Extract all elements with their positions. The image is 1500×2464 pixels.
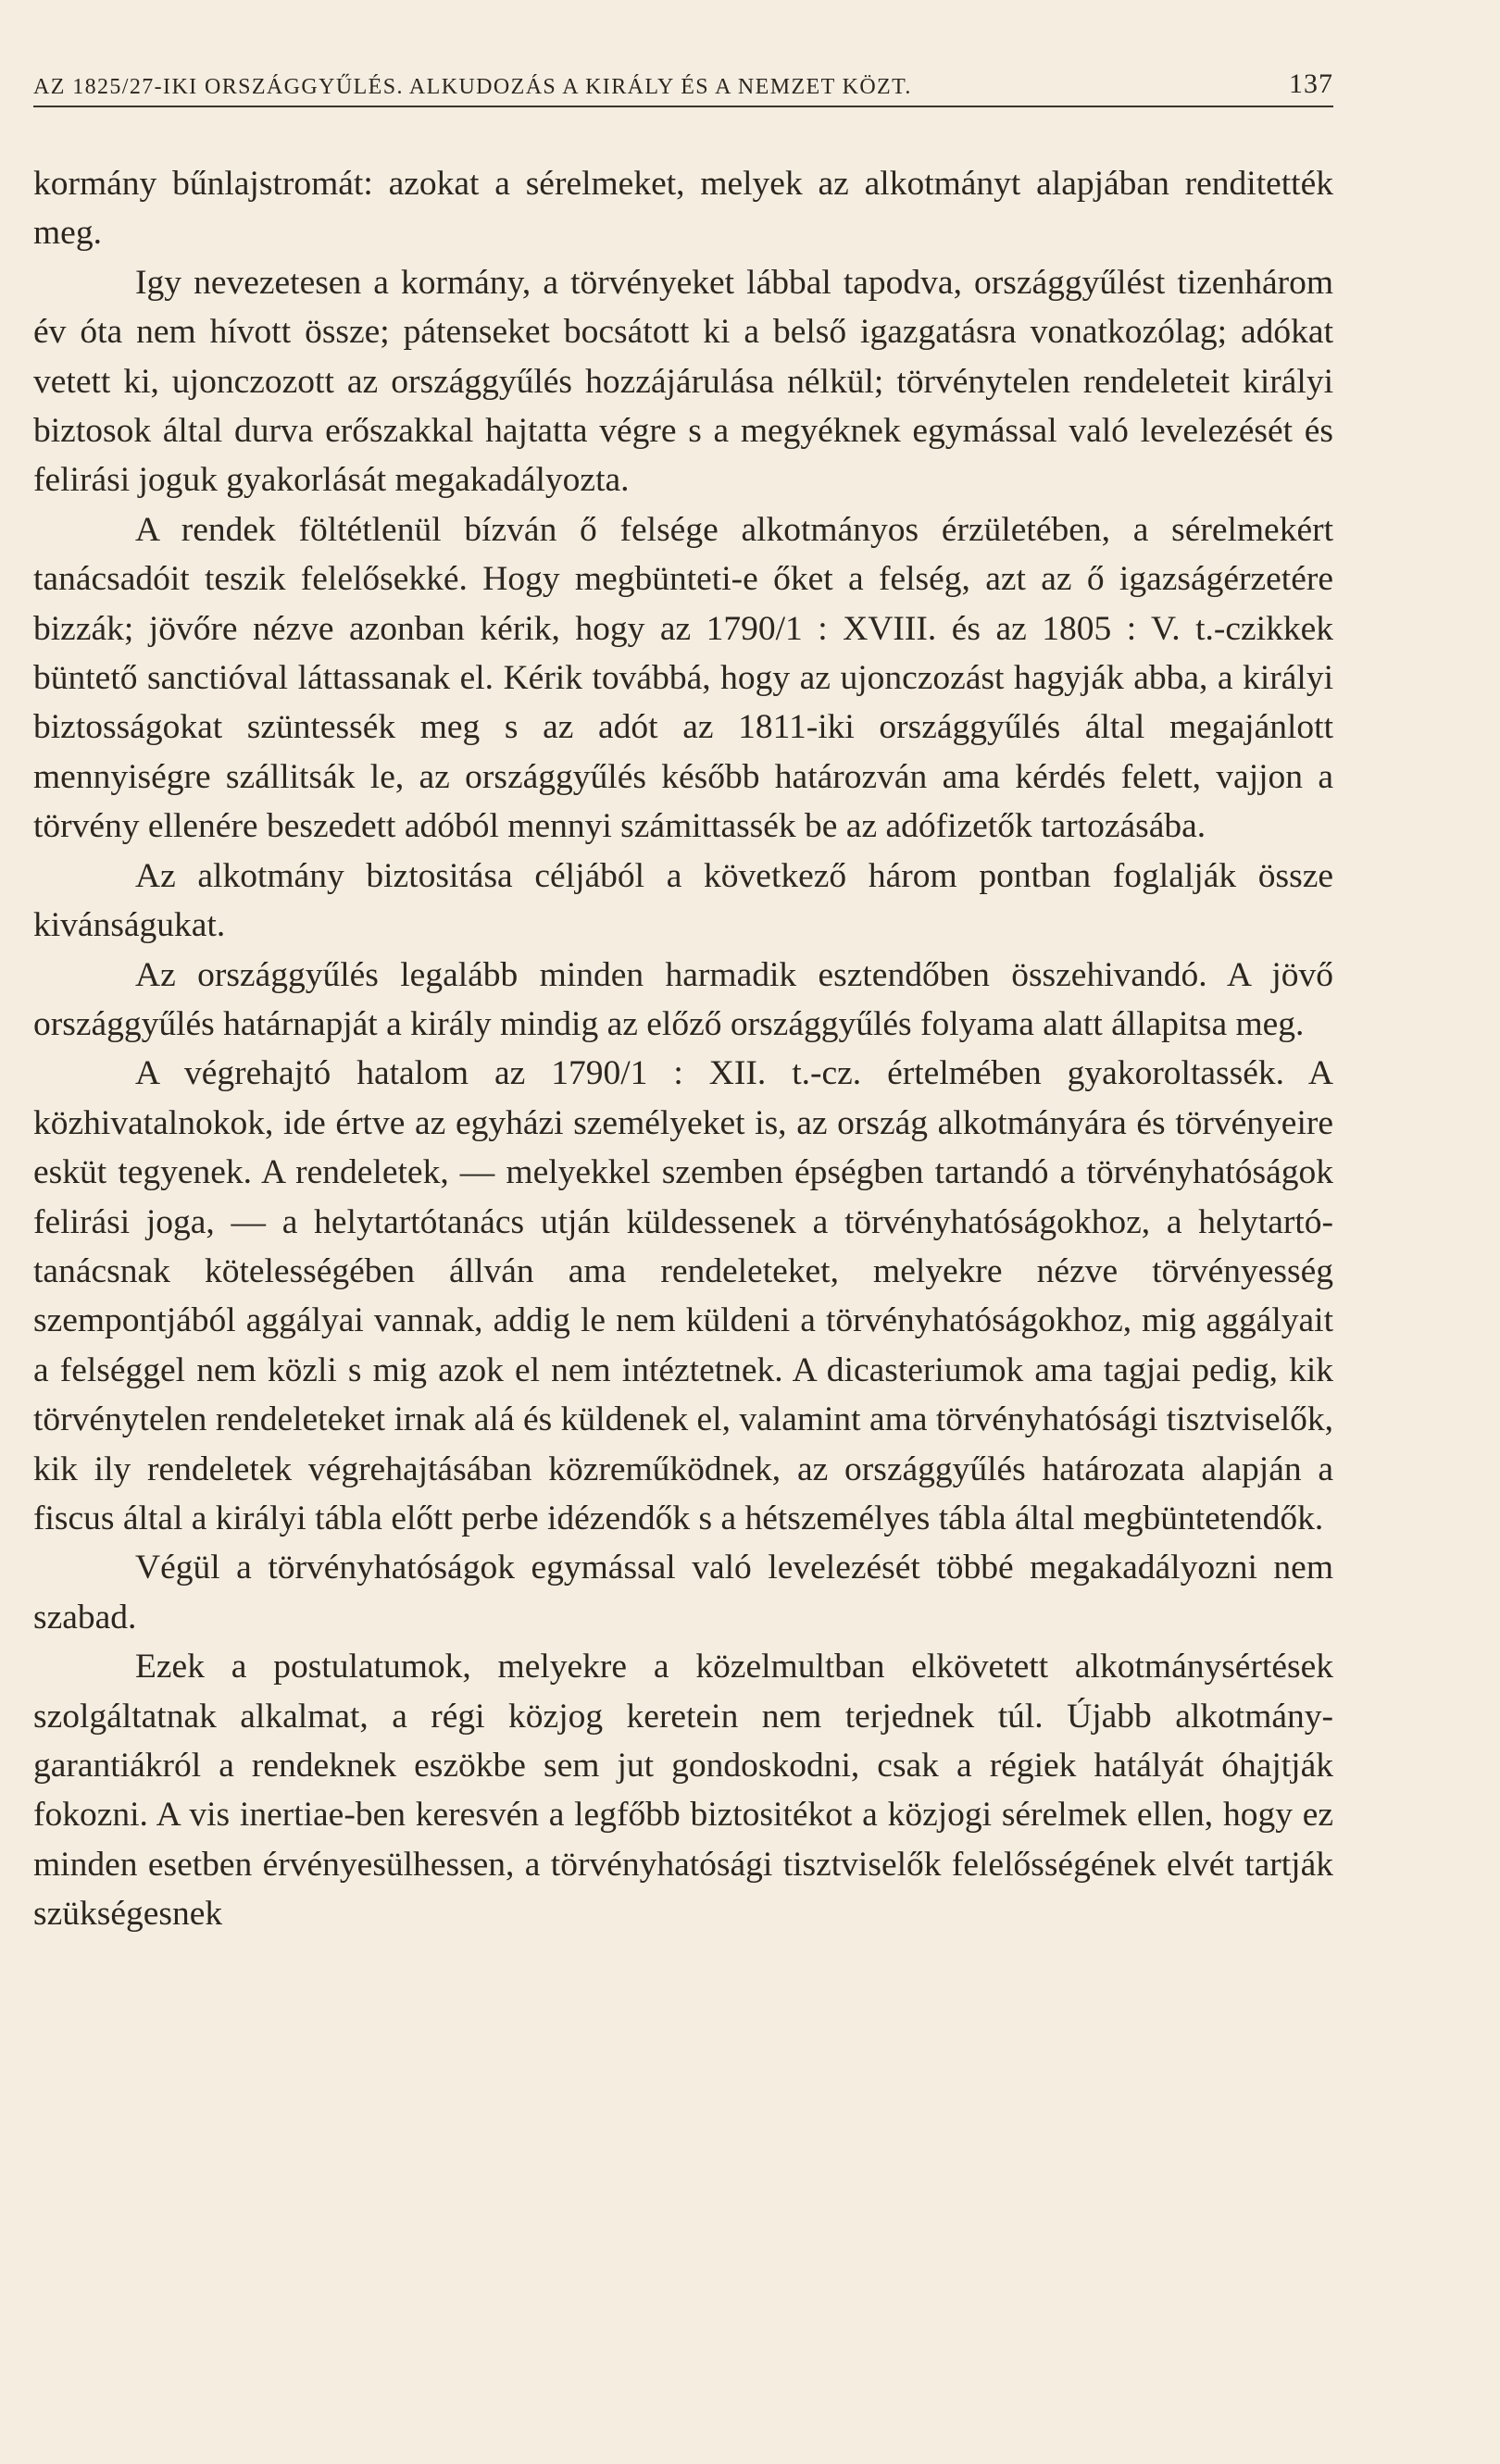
running-header [33, 56, 1333, 107]
paragraph: A végrehajtó hatalom az 1790/1 : XII. t.-cz. értelmében gyakoroltassék. A közhivatalnokok, ide értve az egyházi személyeket is, az ország alkotmányára és törvényeire esküt tegyenek. A rendeletek, — melyekkel szemben épségben tartandó a törvényhatóságok felirási joga, — a helytartótanács utján küldessenek a törvényhatóságokhoz, a helytartó-tanácsnak kötelességében állván ama rendeleteket, melyekre nézve törvényesség szempontjából aggályai vannak, addig le nem küldeni a törvényhatóságokhoz, mig aggályait a felséggel nem közli s mig azok el nem intéztetnek. A dicasteriumok ama tagjai pedig, kik törvénytelen rendeleteket irnak alá és küldenek el, valamint ama törvényhatósági tisztviselők, kik ily rendeletek végrehajtásában közreműködnek, az országgyűlés határozata alapján a fiscus által a királyi tábla előtt perbe idézendők s a hétszemélyes tábla által megbüntetendők. [33, 1054, 1333, 1537]
paragraph: Ezek a postulatumok, melyekre a közelmultban elkövetett alkotmánysértések szolgáltatnak alkalmat, a régi közjog keretein nem terjednek túl. Újabb alkotmány-garantiákról a rendeknek eszökbe sem jut gondoskodni, csak a régiek hatályát óhajtják fokozni. A vis inertiae-ben keresvén a legfőbb biztositékot a közjogi sérelmek ellen, hogy ez minden esetben érvényesülhessen, a törvényhatósági tisztviselők felelősségének elvét tartják szükségesnek [33, 1648, 1333, 1934]
page-number: 137 [1289, 68, 1333, 99]
paragraph: A rendek föltétlenül bízván ő felsége alkotmányos érzületében, a sérelmekért tanácsadóit teszik felelősekké. Hogy megbünteti-e őket a felség, azt az ő igazságérzetére bizzák; jövőre nézve azonban kérik, hogy az 1790/1 : XVIII. és az 1805 : V. t.-czikkek büntető sanctióval láttassanak el. Kérik továbbá, hogy az ujonczozást hagyják abba, a királyi biztosságokat szüntessék meg s az adót az 1811-iki országgyűlés által megajánlott mennyiségre szállitsák le, az országgyűlés később határozván ama kérdés felett, vajjon a törvény ellenére beszedett adóból mennyi számittassék be az adófizetők tartozásába. [33, 510, 1333, 846]
paragraph: Végül a törvényhatóságok egymással való levelezését többé megakadályozni nem szabad. [33, 1549, 1333, 1636]
paragraph: kormány bűnlajstromát: azokat a sérelmeket, melyek az alkotmányt alapjában renditették meg. [33, 165, 1333, 253]
body-text [33, 159, 1333, 1939]
paragraph: Igy nevezetesen a kormány, a törvényeket lábbal tapodva, országgyűlést tizenhárom év óta nem hívott össze; pátenseket bocsátott ki a belső igazgatásra vonatkozólag; adókat vetett ki, ujonczozott az országgyűlés hozzájárulása nélkül; törvénytelen rendeleteit királyi biztosok által durva erőszakkal hajtatta végre s a megyéknek egymással való levelezését és felirási joguk gyakorlását megakadályozta. [33, 263, 1333, 500]
running-title: AZ 1825/27-IKI ORSZÁGGYŰLÉS. ALKUDOZÁS A KIRÁLY ÉS A NEMZET KÖZT. [33, 75, 912, 99]
paragraph: Az alkotmány biztositása céljából a következő három pontban foglalják össze kivánságukat. [33, 856, 1333, 945]
paragraph: Az országgyűlés legalább minden harmadik esztendőben összehivandó. A jövő országgyűlés határnapját a király mindig az előző országgyűlés folyama alatt állapitsa meg. [33, 955, 1333, 1043]
